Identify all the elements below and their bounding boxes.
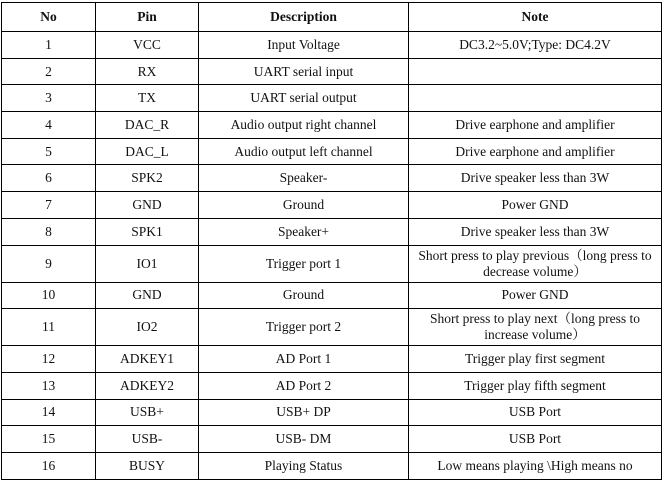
cell-description: Speaker- [199,165,409,192]
cell-note: USB Port [409,399,662,426]
cell-note: Short press to play previous（long press to decrease volume） [409,245,662,282]
cell-pin: SPK1 [96,218,199,245]
cell-description: Ground [199,282,409,309]
table-row [2,112,662,139]
table-row [2,58,662,85]
cell-no: 10 [2,282,96,309]
cell-pin: BUSY [96,452,199,479]
table-row [2,426,662,453]
cell-pin: USB+ [96,399,199,426]
table-row [2,138,662,165]
cell-note: Drive earphone and amplifier [409,138,662,165]
cell-no: 4 [2,112,96,139]
table-row [2,372,662,399]
cell-pin: DAC_R [96,112,199,139]
table-row [2,452,662,479]
table-row [2,346,662,373]
header-note: Note [409,3,662,32]
cell-no: 8 [2,218,96,245]
cell-note: Power GND [409,282,662,309]
cell-note [409,58,662,85]
header-pin: Pin [96,3,199,32]
cell-pin: USB- [96,426,199,453]
cell-pin: DAC_L [96,138,199,165]
table-row [2,218,662,245]
table-row [2,85,662,112]
cell-no: 1 [2,32,96,59]
cell-note: Power GND [409,192,662,219]
cell-pin: ADKEY2 [96,372,199,399]
cell-pin: GND [96,282,199,309]
cell-no: 13 [2,372,96,399]
table-row [2,32,662,59]
cell-pin: TX [96,85,199,112]
cell-note: DC3.2~5.0V;Type: DC4.2V [409,32,662,59]
cell-no: 11 [2,309,96,346]
cell-description: Playing Status [199,452,409,479]
cell-description: USB- DM [199,426,409,453]
cell-description: Trigger port 2 [199,309,409,346]
cell-pin: SPK2 [96,165,199,192]
table-row [2,192,662,219]
cell-note: Trigger play first segment [409,346,662,373]
header-no: No [2,3,96,32]
table-row [2,245,662,282]
cell-pin: RX [96,58,199,85]
cell-note: Drive speaker less than 3W [409,218,662,245]
cell-description: Trigger port 1 [199,245,409,282]
cell-no: 12 [2,346,96,373]
cell-no: 5 [2,138,96,165]
cell-no: 14 [2,399,96,426]
table-body [2,32,662,480]
cell-description: Input Voltage [199,32,409,59]
header-description: Description [199,3,409,32]
pin-table [1,2,662,480]
cell-no: 6 [2,165,96,192]
cell-description: AD Port 1 [199,346,409,373]
cell-description: UART serial input [199,58,409,85]
cell-pin: VCC [96,32,199,59]
cell-description: Audio output left channel [199,138,409,165]
table-row [2,282,662,309]
cell-pin: IO2 [96,309,199,346]
cell-note: Drive earphone and amplifier [409,112,662,139]
cell-description: UART serial output [199,85,409,112]
cell-note: Low means playing \High means no [409,452,662,479]
cell-note: USB Port [409,426,662,453]
cell-no: 7 [2,192,96,219]
cell-description: Speaker+ [199,218,409,245]
cell-no: 2 [2,58,96,85]
cell-description: Ground [199,192,409,219]
cell-no: 3 [2,85,96,112]
cell-no: 15 [2,426,96,453]
table-row [2,399,662,426]
header-row [2,3,662,32]
cell-pin: IO1 [96,245,199,282]
table-row [2,165,662,192]
cell-note [409,85,662,112]
cell-no: 16 [2,452,96,479]
cell-note: Trigger play fifth segment [409,372,662,399]
cell-note: Short press to play next（long press to increase volume） [409,309,662,346]
cell-description: Audio output right channel [199,112,409,139]
cell-pin: ADKEY1 [96,346,199,373]
cell-note: Drive speaker less than 3W [409,165,662,192]
cell-description: USB+ DP [199,399,409,426]
table-row [2,309,662,346]
cell-pin: GND [96,192,199,219]
cell-description: AD Port 2 [199,372,409,399]
cell-no: 9 [2,245,96,282]
